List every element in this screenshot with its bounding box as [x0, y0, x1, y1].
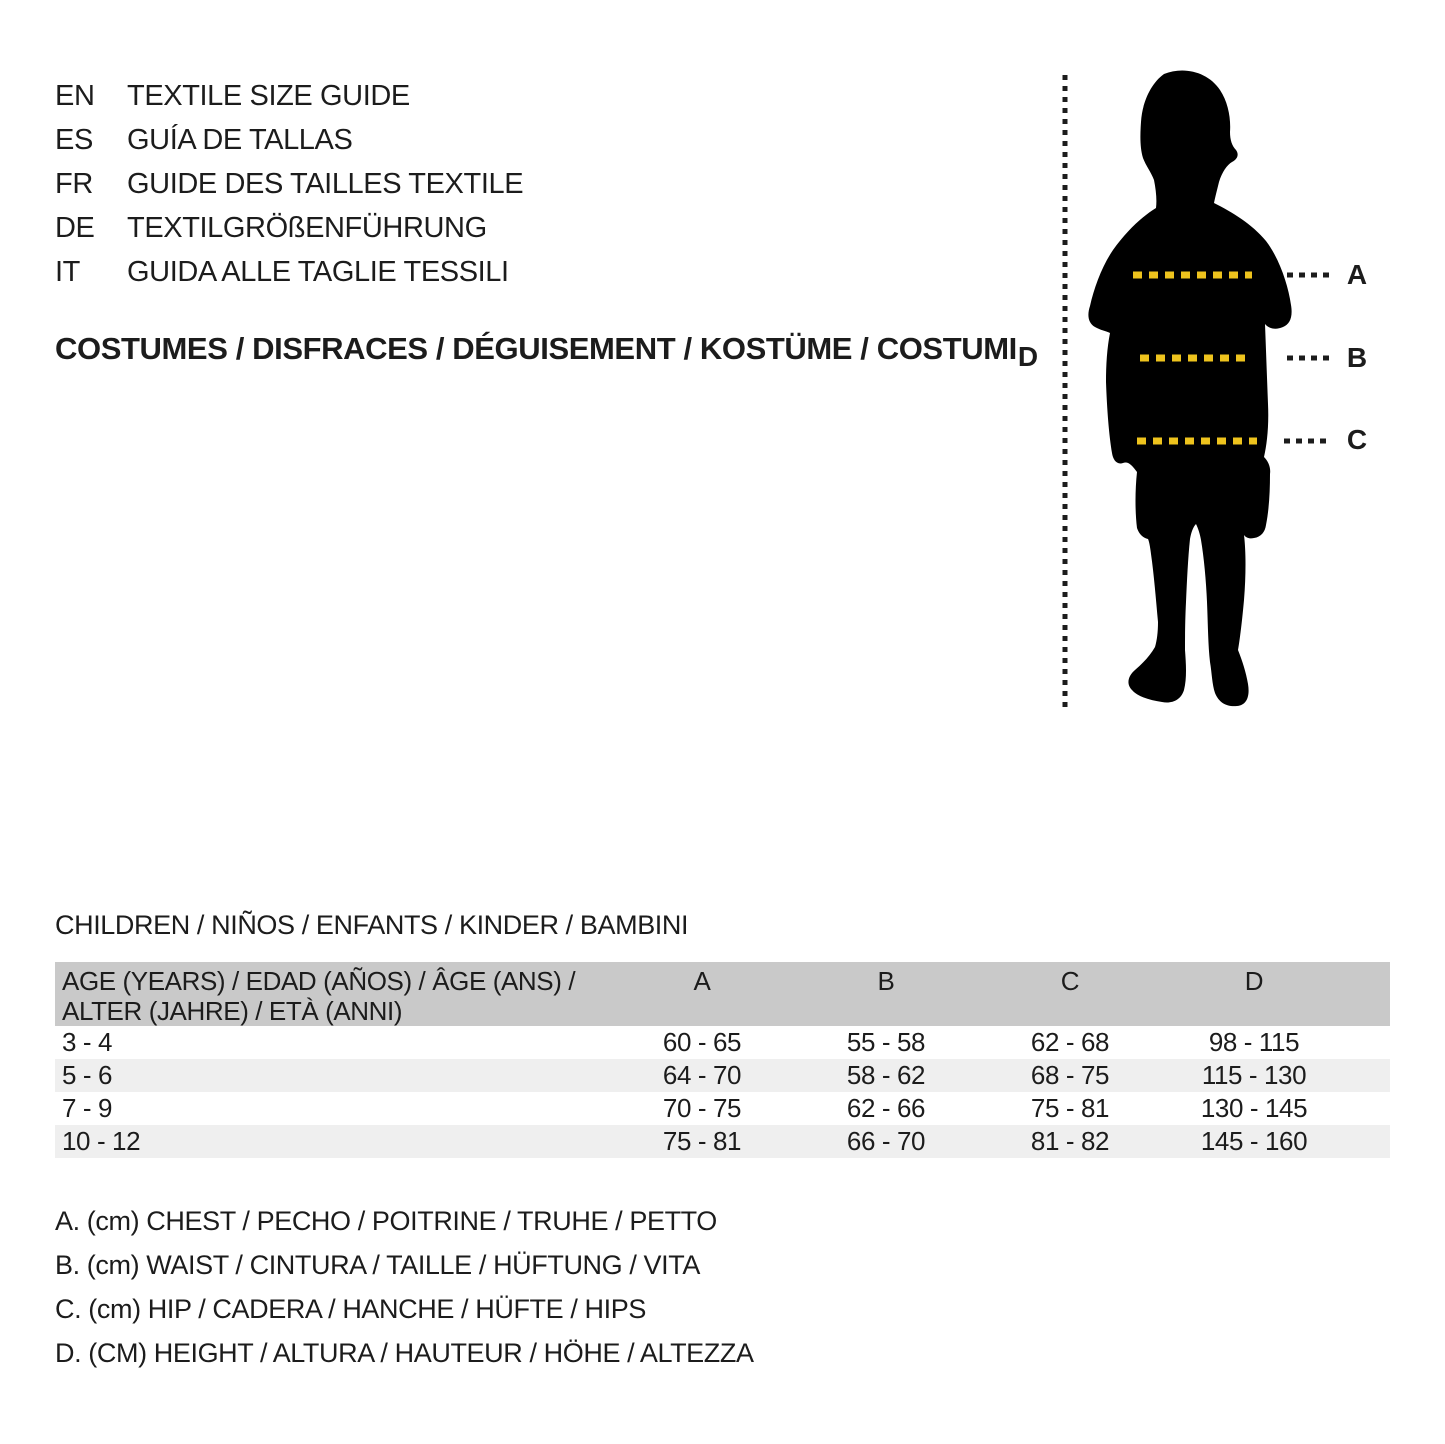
language-title: GUÍA DE TALLAS	[127, 124, 353, 156]
language-list	[55, 74, 523, 294]
chest-cell: 70 - 75	[662, 1093, 742, 1123]
chest-cell: 75 - 81	[662, 1126, 742, 1156]
chest-cell: 64 - 70	[662, 1060, 742, 1090]
column-header-d: D	[1162, 962, 1346, 1026]
language-code: FR	[55, 168, 93, 200]
language-title: TEXTILGRÖßENFÜHRUNG	[127, 212, 487, 244]
table-row	[55, 1059, 1390, 1092]
waist-cell: 66 - 70	[846, 1126, 926, 1156]
height-cell: 130 - 145	[1200, 1093, 1308, 1123]
category-title: COSTUMES / DISFRACES / DÉGUISEMENT / KOSTÜME / COSTUMI	[55, 331, 1017, 366]
language-title: GUIDA ALLE TAGLIE TESSILI	[127, 256, 509, 288]
language-code: ES	[55, 124, 93, 156]
language-title: GUIDE DES TAILLES TEXTILE	[127, 168, 524, 200]
children-size-table	[55, 962, 1390, 1158]
hip-label: C	[1346, 424, 1368, 455]
column-header-c: C	[978, 962, 1162, 1026]
age-cell: 3 - 4	[62, 1027, 113, 1057]
child-silhouette	[1088, 71, 1291, 707]
waist-cell: 55 - 58	[846, 1027, 926, 1057]
spacer-cell	[1346, 1059, 1390, 1092]
table-row	[55, 1026, 1390, 1059]
language-title: TEXTILE SIZE GUIDE	[127, 80, 410, 112]
waist-label: B	[1346, 342, 1368, 373]
age-cell: 10 - 12	[62, 1126, 141, 1156]
height-cell: 98 - 115	[1208, 1027, 1300, 1057]
child-silhouette-figure	[1000, 55, 1445, 745]
spacer-cell	[1346, 1125, 1390, 1158]
height-cell: 145 - 160	[1200, 1126, 1308, 1156]
legend-line-height: D. (CM) HEIGHT / ALTURA / HAUTEUR / HÖHE / ALTEZZA	[55, 1338, 754, 1368]
measurement-legend	[55, 1199, 754, 1375]
chest-label: A	[1346, 259, 1368, 290]
spacer-cell	[1346, 1026, 1390, 1059]
column-header-b: B	[794, 962, 978, 1026]
column-header-a: A	[610, 962, 794, 1026]
language-code: DE	[55, 212, 95, 244]
legend-line-hip: C. (cm) HIP / CADERA / HANCHE / HÜFTE / HIPS	[55, 1294, 646, 1324]
waist-cell: 58 - 62	[846, 1060, 926, 1090]
hip-cell: 75 - 81	[1030, 1093, 1110, 1123]
age-header-line2: ALTER (JAHRE) / ETÀ (ANNI)	[62, 996, 403, 1026]
spacer-cell	[1346, 1092, 1390, 1125]
age-cell: 5 - 6	[62, 1060, 113, 1090]
age-column-header	[55, 962, 610, 1026]
table-header-row	[55, 962, 1390, 1026]
table-row	[55, 1125, 1390, 1158]
chest-cell: 60 - 65	[662, 1027, 742, 1057]
waist-cell: 62 - 66	[846, 1093, 926, 1123]
legend-line-chest: A. (cm) CHEST / PECHO / POITRINE / TRUHE / PETTO	[55, 1206, 717, 1236]
age-cell: 7 - 9	[62, 1093, 113, 1123]
column-header-spacer	[1346, 962, 1390, 1026]
hip-cell: 68 - 75	[1030, 1060, 1110, 1090]
section-title-children: CHILDREN / NIÑOS / ENFANTS / KINDER / BAMBINI	[55, 910, 689, 940]
height-label: D	[1017, 341, 1039, 372]
hip-cell: 81 - 82	[1030, 1126, 1110, 1156]
hip-cell: 62 - 68	[1030, 1027, 1110, 1057]
age-header-line1: AGE (YEARS) / EDAD (AÑOS) / ÂGE (ANS) /	[62, 966, 576, 996]
legend-line-waist: B. (cm) WAIST / CINTURA / TAILLE / HÜFTUNG / VITA	[55, 1250, 700, 1280]
height-cell: 115 - 130	[1201, 1060, 1307, 1090]
language-code: IT	[55, 256, 80, 288]
table-row	[55, 1092, 1390, 1125]
language-code: EN	[55, 80, 95, 112]
